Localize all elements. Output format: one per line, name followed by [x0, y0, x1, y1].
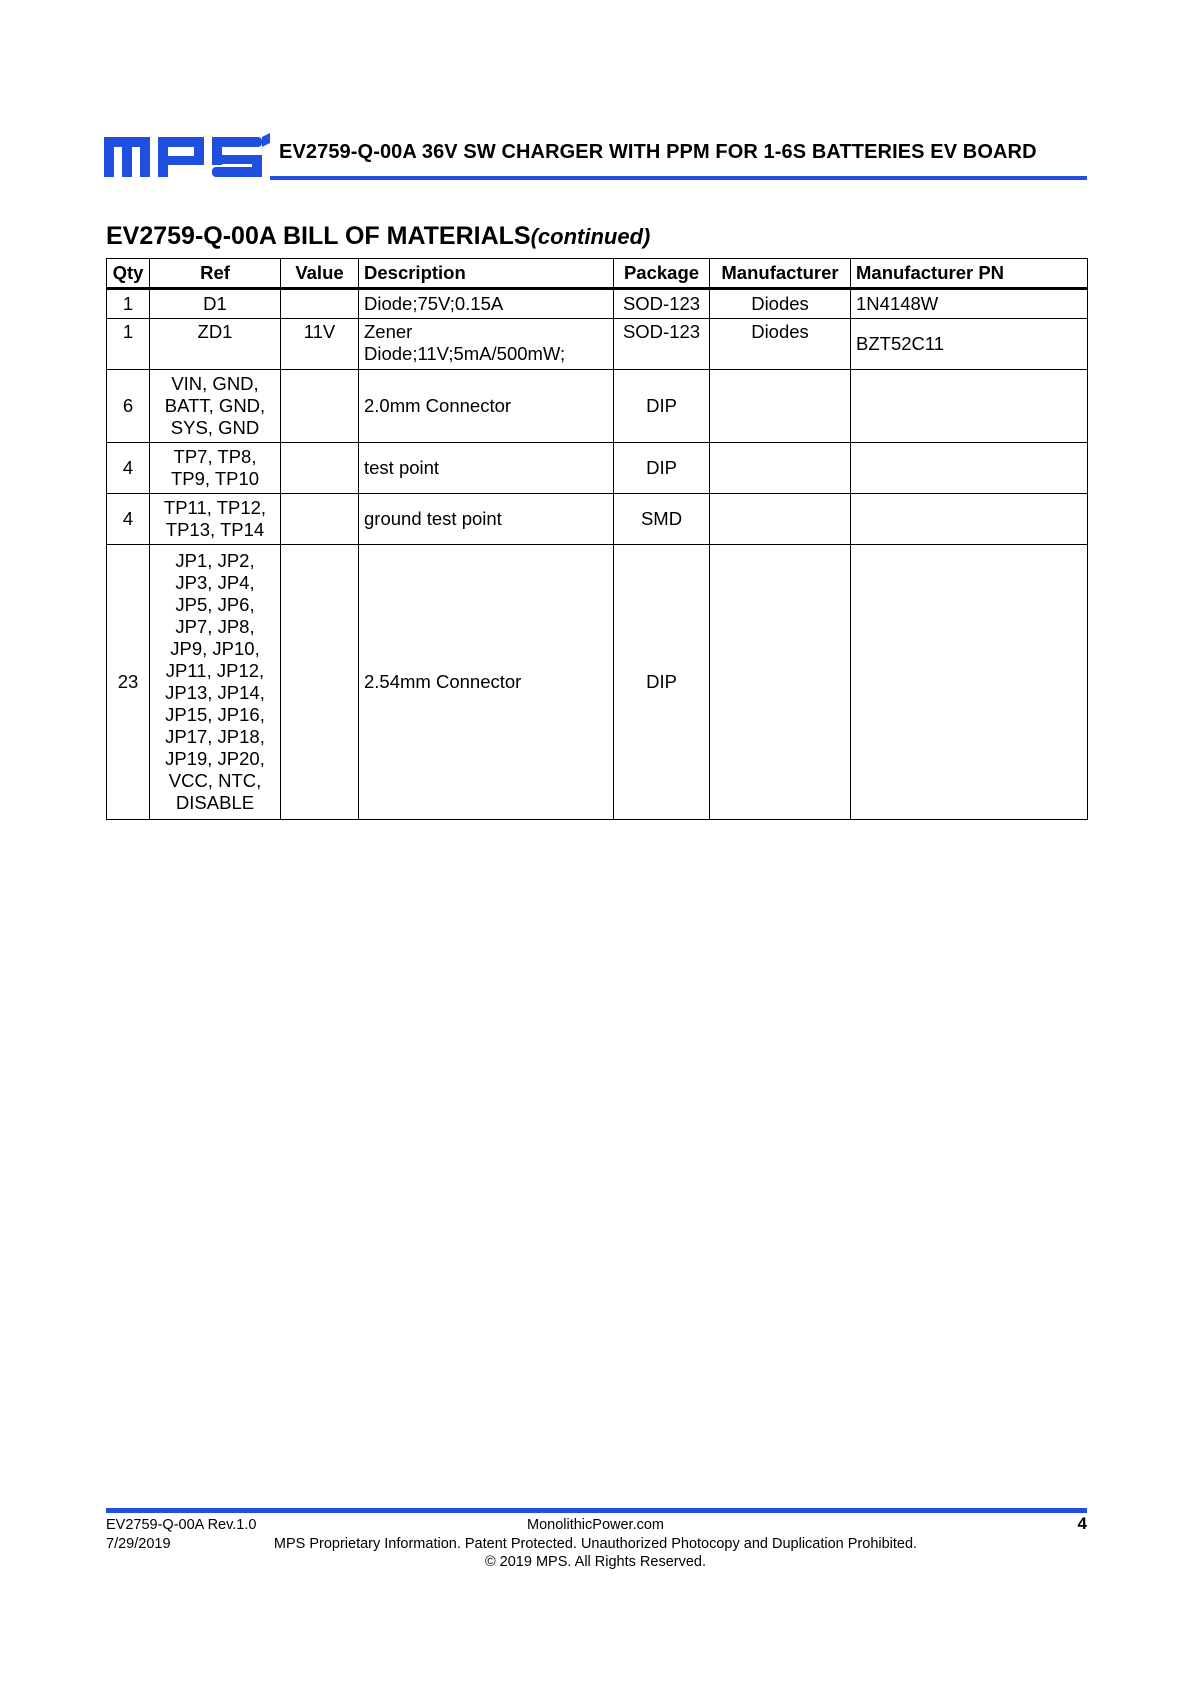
- cell-description: Diode;75V;0.15A: [359, 289, 614, 319]
- header-title: EV2759-Q-00A 36V SW CHARGER WITH PPM FOR 1-6S BATTERIES EV BOARD: [279, 141, 1037, 163]
- footer-date: 7/29/2019: [106, 1536, 171, 1552]
- section-title: [106, 222, 650, 251]
- col-header-description: Description: [359, 259, 614, 289]
- cell-value: 11V: [281, 319, 359, 370]
- footer-copyright: © 2019 MPS. All Rights Reserved.: [484, 1554, 707, 1570]
- cell-ref: TP11, TP12, TP13, TP14: [150, 494, 281, 545]
- cell-ref: TP7, TP8, TP9, TP10: [150, 443, 281, 494]
- cell-description: 2.0mm Connector: [359, 370, 614, 443]
- cell-manufacturer: [710, 494, 851, 545]
- cell-ref: ZD1: [150, 319, 281, 370]
- cell-description: ground test point: [359, 494, 614, 545]
- cell-package: DIP: [614, 545, 710, 820]
- mps-logo: [104, 133, 270, 181]
- cell-manufacturer: Diodes: [710, 319, 851, 370]
- table-row: [107, 289, 1088, 319]
- cell-package: DIP: [614, 370, 710, 443]
- cell-description: test point: [359, 443, 614, 494]
- cell-value: [281, 289, 359, 319]
- col-header-manufacturer: Manufacturer: [710, 259, 851, 289]
- col-header-ref: Ref: [150, 259, 281, 289]
- col-header-qty: Qty: [107, 259, 150, 289]
- col-header-package: Package: [614, 259, 710, 289]
- cell-value: [281, 443, 359, 494]
- cell-qty: 23: [107, 545, 150, 820]
- cell-ref: D1: [150, 289, 281, 319]
- section-title-text: EV2759-Q-00A BILL OF MATERIALS: [106, 222, 531, 250]
- cell-qty: 4: [107, 443, 150, 494]
- cell-manufacturer: [710, 370, 851, 443]
- table-row: [107, 443, 1088, 494]
- cell-description: 2.54mm Connector: [359, 545, 614, 820]
- cell-manufacturer-pn: [851, 370, 1088, 443]
- table-row: [107, 319, 1088, 370]
- section-title-suffix: (continued): [530, 224, 651, 249]
- footer-website: MonolithicPower.com: [527, 1517, 664, 1533]
- cell-qty: 1: [107, 319, 150, 370]
- footer-rule: [106, 1508, 1087, 1513]
- bom-table: [106, 258, 1088, 820]
- table-header-row: [107, 259, 1088, 289]
- footer-notice: MPS Proprietary Information. Patent Protected. Unauthorized Photocopy and Duplication Prohibited.: [273, 1536, 918, 1552]
- col-header-manufacturer-pn: Manufacturer PN: [851, 259, 1088, 289]
- header-rule: [270, 176, 1087, 180]
- cell-package: SOD-123: [614, 319, 710, 370]
- cell-manufacturer-pn: [851, 494, 1088, 545]
- cell-ref: VIN, GND, BATT, GND, SYS, GND: [150, 370, 281, 443]
- cell-description: Zener Diode;11V;5mA/500mW;: [359, 319, 614, 370]
- page-number: 4: [1077, 1514, 1087, 1533]
- cell-manufacturer-pn: BZT52C11: [851, 319, 1088, 370]
- cell-manufacturer: Diodes: [710, 289, 851, 319]
- cell-package: DIP: [614, 443, 710, 494]
- cell-value: [281, 494, 359, 545]
- cell-qty: 6: [107, 370, 150, 443]
- cell-manufacturer: [710, 443, 851, 494]
- cell-package: SOD-123: [614, 289, 710, 319]
- table-row: [107, 370, 1088, 443]
- cell-qty: 4: [107, 494, 150, 545]
- cell-ref: JP1, JP2, JP3, JP4, JP5, JP6, JP7, JP8, JP9, JP10, JP11, JP12, JP13, JP14, JP15, JP16, JP17, JP18, JP19, JP20, VCC, NTC, DISABLE: [150, 545, 281, 820]
- footer-doc-rev: EV2759-Q-00A Rev.1.0: [106, 1517, 257, 1533]
- cell-manufacturer-pn: [851, 443, 1088, 494]
- col-header-value: Value: [281, 259, 359, 289]
- table-row: [107, 494, 1088, 545]
- cell-package: SMD: [614, 494, 710, 545]
- cell-manufacturer-pn: 1N4148W: [851, 289, 1088, 319]
- cell-manufacturer-pn: [851, 545, 1088, 820]
- cell-value: [281, 545, 359, 820]
- table-row: [107, 545, 1088, 820]
- cell-value: [281, 370, 359, 443]
- cell-qty: 1: [107, 289, 150, 319]
- cell-manufacturer: [710, 545, 851, 820]
